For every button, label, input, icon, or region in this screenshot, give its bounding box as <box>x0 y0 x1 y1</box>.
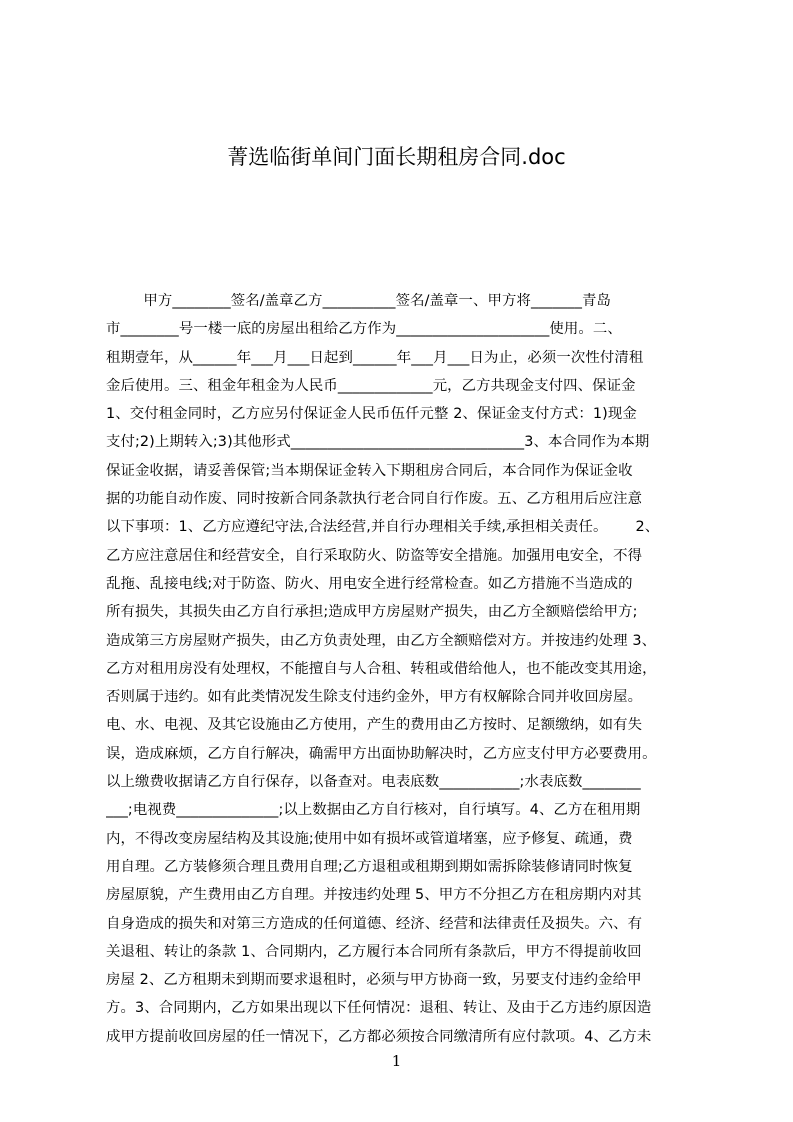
body-line: 自身造成的损失和对第三方造成的任何道德、经济、经营和法律责任及损失。六、有 <box>106 915 643 932</box>
body-line: 以上缴费收据请乙方自行保存，以备查对。电表底数___________;水表底数________ <box>106 774 641 791</box>
body-line: 成甲方提前收回房屋的任一情况下，乙方都必须按合同缴清所有应付款项。4、乙方未 <box>106 1028 652 1045</box>
body-line: 1、交付租金同时，乙方应另付保证金人民币伍仟元整 2、保证金支付方式：1)现金 <box>106 406 637 423</box>
body-line: 关退租、转让的条款 1、合同期内，乙方履行本合同所有条款后，甲方不得提前收回 <box>106 943 642 960</box>
body-line: 用自理。乙方装修须合理且费用自理;乙方退租或租期到期如需拆除装修请同时恢复 <box>106 858 633 875</box>
body-line: 造成第三方房屋财产损失，由乙方负责处理，由乙方全额赔偿对方。并按违约处理 3、 <box>106 632 657 649</box>
body-line: 乙方应注意居住和经营安全，自行采取防火、防盗等安全措施。加强用电安全，不得 <box>106 547 643 564</box>
body-line: 保证金收据，请妥善保管;当本期保证金转入下期租房合同后，本合同作为保证金收 <box>106 462 633 479</box>
page-number: 1 <box>391 1052 402 1070</box>
body-line: 所有损失，其损失由乙方自行承担;造成甲方房屋财产损失，由乙方全额赔偿给甲方; <box>106 604 638 621</box>
body-line: 电、水、电视、及其它设施由乙方使用，产生的费用由乙方按时、足额缴纳，如有失 <box>106 717 643 734</box>
body-line: 据的功能自动作废、同时按新合同条款执行老合同自行作废。五、乙方租用后应注意 <box>106 491 643 508</box>
body-line: 乙方对租用房没有处理权，不能擅自与人合租、转租或借给他人，也不能改变其用途， <box>106 660 657 677</box>
body-line: 乱拖、乱接电线;对于防盗、防火、用电安全进行经常检查。如乙方措施不当造成的 <box>106 575 633 592</box>
document-title: 菁选临街单间门面长期租房合同.doc <box>227 145 566 169</box>
body-line: 以下事项：1、乙方应遵纪守法,合法经营,并自行办理相关手续,承担相关责任。 2、 <box>106 519 660 536</box>
body-line: 否则属于违约。如有此类情况发生除支付违约金外，甲方有权解除合同并收回房屋。 <box>106 689 643 706</box>
body-line: 支付;2)上期转入;3)其他形式________________________________3、本合同作为本期 <box>106 434 650 451</box>
body-line: 金后使用。三、租金年租金为人民币_____________元，乙方共现金支付四、保证金 <box>106 377 636 394</box>
body-line: 误，造成麻烦，乙方自行解决，确需甲方出面协助解决时，乙方应支付甲方必要费用。 <box>106 745 657 762</box>
body-line: 市________号一楼一底的房屋出租给乙方作为_____________________使用。二、 <box>106 321 622 338</box>
contract-body <box>106 287 696 1051</box>
body-line: 房屋 2、乙方租期未到期而要求退租时，必须与甲方协商一致，另要支付违约金给甲 <box>106 972 642 989</box>
body-line: 内，不得改变房屋结构及其设施;使用中如有损坏或管道堵塞，应予修复、疏通，费 <box>106 830 633 847</box>
body-line: 房屋原貌，产生费用由乙方自理。并按违约处理 5、甲方不分担乙方在租房期内对其 <box>106 887 642 904</box>
body-line: 方。3、合同期内，乙方如果出现以下任何情况：退租、转让、及由于乙方违约原因造 <box>106 1000 652 1017</box>
body-line: 租期壹年，从______年___月___日起到______年___月___日为止，必须一次性付清租 <box>106 349 644 366</box>
body-line: 甲方________签名/盖章乙方__________签名/盖章一、甲方将_______青岛 <box>106 293 611 309</box>
body-line: ___;电视费______________;以上数据由乙方自行核对，自行填写。4、乙方在租用期 <box>106 802 641 819</box>
